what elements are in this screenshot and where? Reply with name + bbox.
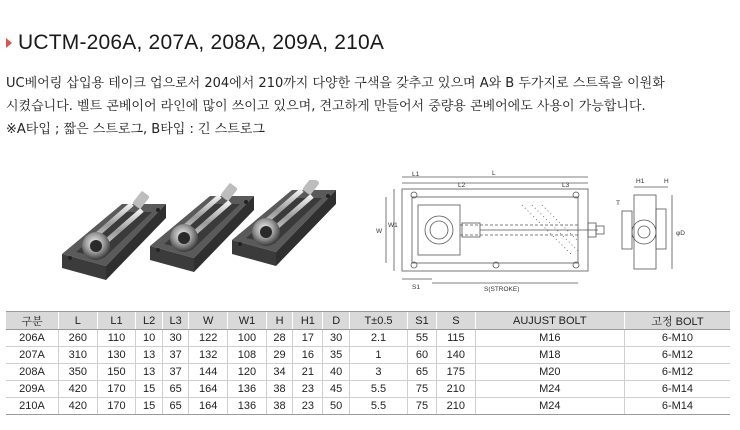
table-cell: 170: [97, 398, 136, 415]
table-cell: 110: [97, 330, 136, 347]
description-line-1: UC베어링 삽입용 테이크 업으로서 204에서 210까지 다양한 구색을 갖추고 있으며 A와 B 두가지로 스트록을 이원화: [6, 76, 665, 91]
triangle-bullet-icon: [6, 38, 12, 48]
unit-small: [62, 191, 166, 280]
table-cell: 100: [228, 330, 267, 347]
table-cell: 75: [408, 398, 437, 415]
table-cell: 130: [97, 347, 136, 364]
table-cell: 210A: [6, 398, 58, 415]
table-cell: 207A: [6, 347, 58, 364]
dim-l-label: L: [492, 170, 496, 177]
technical-drawing: [372, 165, 730, 300]
table-cell: 15: [136, 381, 163, 398]
col-header: T±0.5: [349, 312, 407, 330]
col-header: H1: [293, 312, 323, 330]
product-photo: [62, 180, 362, 292]
title-row: [6, 30, 384, 56]
table-cell: 60: [408, 347, 437, 364]
dim-l3-label: L3: [562, 182, 570, 189]
table-cell: 210: [437, 381, 476, 398]
table-cell: 34: [266, 364, 293, 381]
table-cell: 38: [266, 381, 293, 398]
table-cell: 208A: [6, 364, 58, 381]
table-cell: 115: [437, 330, 476, 347]
table-row: [6, 364, 730, 381]
table-cell: 260: [58, 330, 97, 347]
table-cell: 10: [136, 330, 163, 347]
table-cell: 150: [97, 364, 136, 381]
table-cell: 206A: [6, 330, 58, 347]
table-cell: 6-M12: [624, 364, 730, 381]
table-cell: 420: [58, 381, 97, 398]
table-cell: 6-M14: [624, 381, 730, 398]
table-cell: 13: [136, 347, 163, 364]
table-cell: 175: [437, 364, 476, 381]
unit-large: [232, 180, 336, 266]
dim-h1-label: H1: [636, 178, 645, 185]
table-cell: 2.1: [349, 330, 407, 347]
table-cell: 420: [58, 398, 97, 415]
table-cell: 6-M10: [624, 330, 730, 347]
dim-t-label: T: [616, 200, 620, 207]
unit-medium: [150, 183, 254, 272]
table-cell: 6-M12: [624, 347, 730, 364]
table-cell: 170: [97, 381, 136, 398]
table-cell: M24: [475, 381, 624, 398]
table-cell: 3: [349, 364, 407, 381]
table-cell: 35: [323, 347, 350, 364]
table-cell: 45: [323, 381, 350, 398]
dim-l2-label: L2: [458, 182, 466, 189]
col-header: W1: [228, 312, 267, 330]
dim-stroke-label: S(STROKE): [484, 286, 520, 293]
table-cell: 210: [437, 398, 476, 415]
table-cell: 120: [228, 364, 267, 381]
col-header: D: [323, 312, 350, 330]
table-cell: 23: [293, 398, 323, 415]
table-cell: 136: [228, 398, 267, 415]
table-cell: 65: [408, 364, 437, 381]
col-header: 구분: [6, 312, 58, 330]
table-cell: 136: [228, 381, 267, 398]
dim-s1-label: S1: [412, 284, 420, 291]
col-header: L3: [162, 312, 189, 330]
table-cell: 1: [349, 347, 407, 364]
col-header: 고정 BOLT: [624, 312, 730, 330]
table-cell: 310: [58, 347, 97, 364]
table-row: [6, 330, 730, 347]
table-cell: 122: [189, 330, 228, 347]
table-cell: 108: [228, 347, 267, 364]
table-cell: 30: [162, 330, 189, 347]
table-cell: 65: [162, 398, 189, 415]
dim-h-label: H: [664, 178, 669, 185]
table-cell: M16: [475, 330, 624, 347]
table-cell: 65: [162, 381, 189, 398]
col-header: L: [58, 312, 97, 330]
table-cell: 17: [293, 330, 323, 347]
table-cell: 140: [437, 347, 476, 364]
col-header: L1: [97, 312, 136, 330]
col-header: S: [437, 312, 476, 330]
table-cell: M20: [475, 364, 624, 381]
table-cell: 55: [408, 330, 437, 347]
table-cell: 30: [323, 330, 350, 347]
dim-l1-label: L1: [412, 171, 420, 178]
product-description: [6, 72, 736, 141]
dim-w1-label: W1: [388, 222, 398, 229]
table-cell: 164: [189, 398, 228, 415]
table-cell: M24: [475, 398, 624, 415]
table-cell: 5.5: [349, 381, 407, 398]
table-cell: 350: [58, 364, 97, 381]
description-line-2: 시켰습니다. 벨트 콘베이어 라인에 많이 쓰이고 있으며, 견고하게 만들어서 중량용 콘베어에도 사용이 가능합니다.: [6, 99, 646, 114]
table-cell: 6-M14: [624, 398, 730, 415]
table-cell: 164: [189, 381, 228, 398]
col-header: H: [266, 312, 293, 330]
table-cell: 75: [408, 381, 437, 398]
table-header-row: [6, 312, 730, 330]
table-row: [6, 347, 730, 364]
table-cell: 144: [189, 364, 228, 381]
table-cell: 23: [293, 381, 323, 398]
description-line-3: ※A타입 ; 짧은 스트로그, B타입 : 긴 스트로그: [6, 122, 265, 137]
table-body: [6, 330, 730, 415]
col-header: S1: [408, 312, 437, 330]
table-cell: 132: [189, 347, 228, 364]
table-cell: 13: [136, 364, 163, 381]
table-cell: 209A: [6, 381, 58, 398]
table-cell: 16: [293, 347, 323, 364]
table-cell: 50: [323, 398, 350, 415]
col-header: AUJUST BOLT: [475, 312, 624, 330]
table-cell: 40: [323, 364, 350, 381]
table-cell: 37: [162, 364, 189, 381]
dim-w-label: W: [376, 228, 383, 235]
table-row: [6, 398, 730, 415]
table-cell: M18: [475, 347, 624, 364]
table-cell: 15: [136, 398, 163, 415]
table-row: [6, 381, 730, 398]
spec-table: [6, 311, 730, 415]
dim-d-label: φD: [676, 230, 685, 237]
col-header: L2: [136, 312, 163, 330]
table-cell: 28: [266, 330, 293, 347]
table-cell: 29: [266, 347, 293, 364]
col-header: W: [189, 312, 228, 330]
table-cell: 37: [162, 347, 189, 364]
table-cell: 21: [293, 364, 323, 381]
table-cell: 5.5: [349, 398, 407, 415]
product-title: UCTM-206A, 207A, 208A, 209A, 210A: [18, 31, 385, 54]
table-cell: 38: [266, 398, 293, 415]
